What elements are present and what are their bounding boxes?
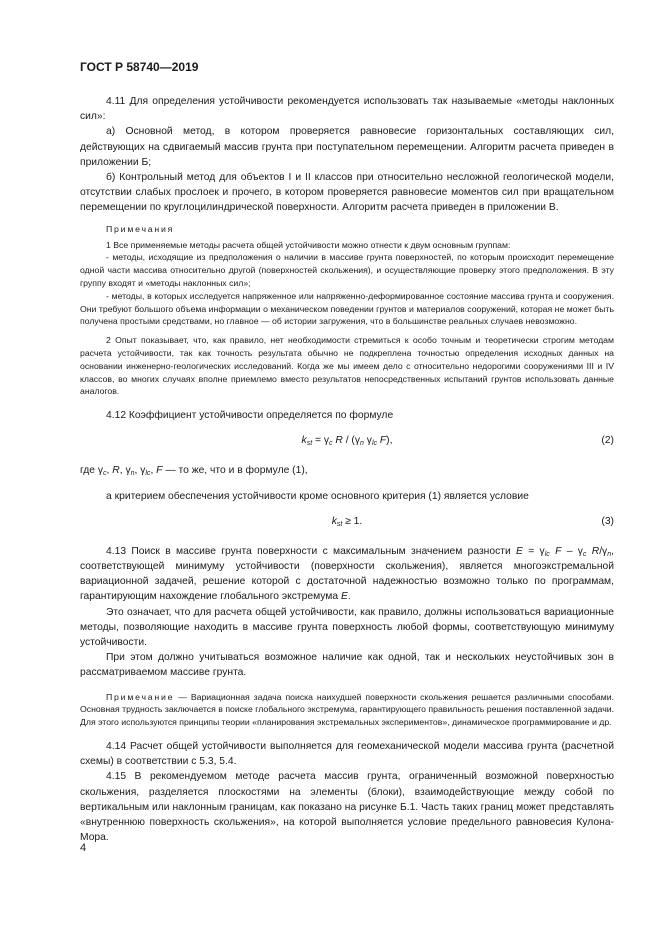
paragraph-4-12: 4.12 Коэффициент устойчивости определяется по формуле: [106, 410, 394, 422]
paragraph-4-13-lead: 4.13 Поиск в массиве грунта поверхности с максимальным значением разности: [106, 545, 511, 557]
formula-2-explanation: где $\gamma_c$, R, $\gamma_n$, $\gamma_{lc}$, F — то же, что и в формуле (1),: [80, 465, 308, 478]
notes-title: Примечания: [106, 223, 175, 234]
notes-block: [80, 223, 614, 399]
paragraph-4-14: 4.14 Расчет общей устойчивости выполняется для геомеханической модели массива грунта (расчетной схемы) в соответствии с 5.3, 5.4.: [80, 741, 614, 768]
formula-2: [80, 423, 614, 463]
formula-3-number: (3): [601, 515, 614, 527]
note-variational-text: [80, 691, 614, 729]
note-variational-body: — Вариационная задача поиска наихудшей поверхности скольжения решается различными способами. Основная трудность заключается в поиске глобального экстремума, гарантирующего правильность решения поставленной задачи. Для этого используются принципы теории «планирования экстремальных экспериментов», динамическое программирование и др.: [80, 691, 614, 728]
formula-2-expression: $k_{st} = \gamma_c$ R / ($\gamma_n$ $\gamma_{lc}$ F),: [301, 435, 393, 448]
note-label: Примечание: [106, 691, 175, 702]
note-2: 2 Опыт показывает, что, как правило, нет необходимости стремиться к особо точным и теоретически строгим методам расчета устойчивости, так как точность результата обычно не подкреплена точностью определения исходных данных на основании инженерно-геологических исследований. Когда же мы имеем дело с относительно недорогими сооружениями III и IV классов, во многих случаях вполне приемлемо вместо результатов непосредственных испытаний грунтов использовать данные аналогов.: [80, 335, 614, 397]
formula-3-expression: $k_{st} \ge 1$.: [331, 515, 363, 528]
where-text: — то же, что и в формуле (1),: [165, 465, 308, 477]
paragraph-4-13-c: При этом должно учитываться возможное наличие как одной, так и нескольких неустойчивых зон в рассматриваемом массиве грунта.: [80, 652, 614, 679]
page-number: 4: [80, 842, 87, 854]
page-content: [80, 94, 614, 845]
note-1-item-a: - методы, исходящие из предположения о наличии в массиве грунта поверхностей, по которым происходит перемещение одной части массива относительно другой (поверхностей скольжения), и осуществляющие проверку этого предположения. В эту группу входят и «методы наклонных сил»;: [80, 252, 614, 289]
formula-3: [80, 504, 614, 544]
paragraph-4-13-body: соответствующей минимуму устойчивости (поверхности скольжения), является многоэкстремальной вариационной задачей, решение которой с достаточной надежностью возможно только по программам, гарантирующим нахождение глобального экстремума: [80, 561, 614, 603]
paragraph-4-13-b: Это означает, что для расчета общей устойчивости, как правило, должны использоваться вариационные методы, позволяющие находить в массиве грунта поверхность любой формы, соответствующую минимуму устойчивости.: [80, 606, 614, 649]
paragraph-4-15: 4.15 В рекомендуемом методе расчета массив грунта, ограниченный возможной поверхностью скольжения, разделяется плоскостями на элементы (блоки), взаимодействующие между собой по вертикальным или наклонным границам, как показано на рисунке Б.1. Часть таких границ может представлять «внутреннюю поверхность скольжения», на которой выполняется условие предельного равновесия Кулона-Мора.: [80, 771, 614, 844]
formula-2-number: (2): [601, 435, 614, 447]
note-1: 1 Все применяемые методы расчета общей устойчивости можно отнести к двум основным группам:: [106, 239, 511, 250]
paragraph-4-11: 4.11 Для определения устойчивости рекомендуется использовать так называемые «методы наклонных сил»:: [80, 96, 614, 123]
paragraph-4-11-a: а) Основной метод, в котором проверяется равновесие горизонтальных составляющих сил, действующих на сдвигаемый массив грунта при поступательном перемещении. Алгоритм расчета приведен в приложении Б;: [80, 126, 614, 168]
criterion-paragraph: а критерием обеспечения устойчивости кроме основного критерия (1) является условие: [106, 490, 529, 502]
note-variational: [80, 691, 614, 729]
paragraph-4-11-b: б) Контрольный метод для объектов I и II классов при относительно несложной геологической модели, отсутствии слабых прослоек и прочего, в котором проверяется равновесие моментов сил при вращательном перемещении по круглоцилиндрической поверхности. Алгоритм расчета приведен в приложении В.: [80, 172, 614, 214]
paragraph-4-13: 4.13 Поиск в массиве грунта поверхности с максимальным значением разности $E = \gamma_{lc}$ F – $\gamma_c$ $R/\gamma_n$, соответствующей минимуму устойчивости (поверхности скольжения), является многоэкстремальной вариационной задачей, решение которой с достаточной надежностью возможно только по программам, гарантирующим нахождение глобального экстремума E.: [80, 545, 614, 603]
document-header: ГОСТ Р 58740—2019: [80, 60, 199, 74]
note-1-item-b: - методы, в которых исследуется напряженное или напряженно-деформированное состояние массива грунта и сооружения. Они требуют большого объема информации о механическом поведении грунтов и материалов сооружений, которая не может быть получена простыми средствами, но главное — об истории загружения, что в большинстве реальных случаев невозможно.: [80, 290, 614, 327]
